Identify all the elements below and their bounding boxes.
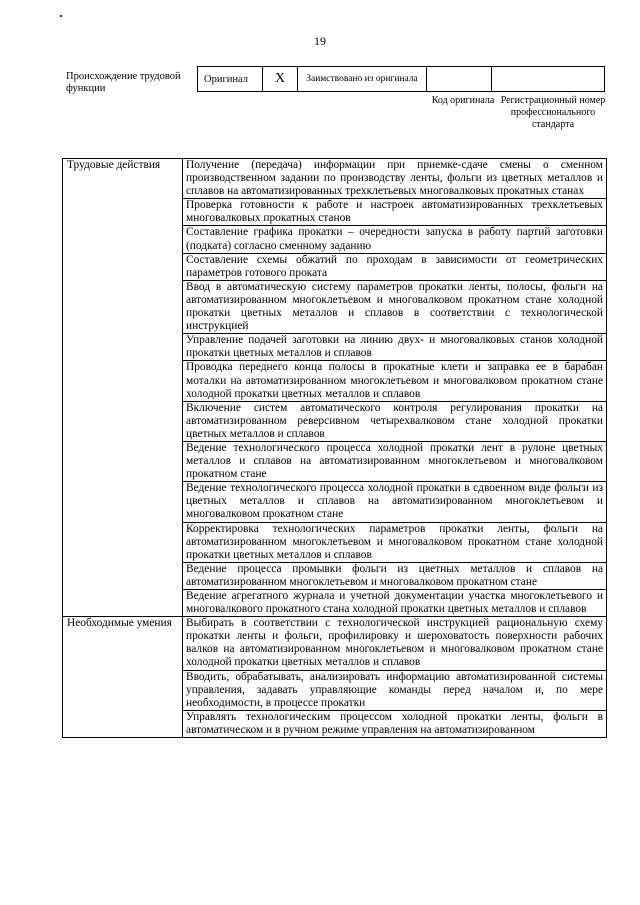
original-mark: X: [263, 67, 298, 92]
item-text: Ведение процесса промывки фольги из цветных металлов и сплавов на автоматизированном многоклетьевом и многовалковом прокатном стане: [183, 562, 607, 589]
reg-number-cell: [492, 67, 605, 92]
item-text: Составление схемы обжатий по проходам в зависимости от геометрических параметров готового проката: [183, 253, 607, 280]
table-row: [63, 159, 607, 199]
item-text: Корректировка технологических параметров прокатки ленты, фольги на автоматизированном многоклетьевом и многовалковом прокатном стане холодной прокатки цветных металлов и сплавов: [183, 522, 607, 562]
item-text: Проверка готовности к работе и настроек автоматизированных трехклетьевых многовалковых прокатных станов: [183, 199, 607, 226]
item-text: Включение систем автоматического контроля регулирования прокатки на автоматизированном реверсивном четырехвалковом стане холодной прокатки цветных металлов и сплавов: [183, 401, 607, 441]
section-label: Трудовые действия: [63, 159, 183, 617]
item-text: Ввод в автоматическую систему параметров прокатки ленты, полосы, фольги на автоматизированном многоклетьевом и многовалковом прокатном стане холодной прокатки цветных металлов и сплавов в соответствии с технологической инструкцией: [183, 280, 607, 333]
functions-table: [62, 158, 607, 738]
item-text: Составление графика прокатки – очередности запуска в работу партий заготовки (подката) согласно сменному заданию: [183, 226, 607, 253]
item-text: Управлять технологическим процессом холодной прокатки ленты, фольги в автоматическом и в ручном режиме управления на автоматизированном: [183, 710, 607, 737]
scan-speck: [60, 15, 62, 17]
item-text: Выбирать в соответствии с технологической инструкцией рациональную схему прокатки ленты и фольги, профилировку и шероховатость поверхности рабочих валков на автоматизированном многоклетьевом и многовалковом прокатном стане холодной прокатки цветных металлов и сплавов: [183, 617, 607, 670]
item-text: Вводить, обрабатывать, анализировать информацию автоматизированной системы управления, задавать управляющие команды перед началом и, по мере необходимости, в процессе прокатки: [183, 670, 607, 710]
item-text: Ведение технологического процесса холодной прокатки лент в рулоне цветных металлов и сплавов на автоматизированном многоклетьевом и многовалковом прокатном стане: [183, 441, 607, 481]
borrowed-cell: Заимствовано из оригинала: [298, 67, 427, 92]
origin-table: [197, 66, 605, 92]
origin-label: Происхождение трудовой функции: [66, 71, 181, 94]
reg-number-caption: Регистрационный номер профессионального стандарта: [500, 95, 606, 130]
item-text: Проводка переднего конца полосы в прокатные клети и заправка ее в барабан моталки на автоматизированном многоклетьевом и многовалковом прокатном стане холодной прокатки цветных металлов и сплавов: [183, 361, 607, 401]
item-text: Управление подачей заготовки на линию двух- и многовалковых станов холодной прокатки цветных металлов и сплавов: [183, 334, 607, 361]
code-cell: [427, 67, 492, 92]
code-caption: Код оригинала: [431, 95, 495, 106]
original-cell: Оригинал: [198, 67, 263, 92]
item-text: Получение (передача) информации при приемке-сдаче смены о сменном производственном задании по производству ленты, фольги из цветных металлов и сплавов на автоматизированных трехклетьевых многовалковых прокатных станах: [183, 159, 607, 199]
table-row: [63, 617, 607, 670]
item-text: Ведение технологического процесса холодной прокатки в сдвоенном виде фольги из цветных металлов и сплавов на автоматизированном многоклетьевом и многовалковом прокатном стане: [183, 482, 607, 522]
item-text: Ведение агрегатного журнала и учетной документации участка многоклетьевого и многовалкового прокатного стана холодной прокатки цветных металлов и сплавов: [183, 590, 607, 617]
section-label: Необходимые умения: [63, 617, 183, 738]
page-number: 19: [314, 34, 326, 48]
